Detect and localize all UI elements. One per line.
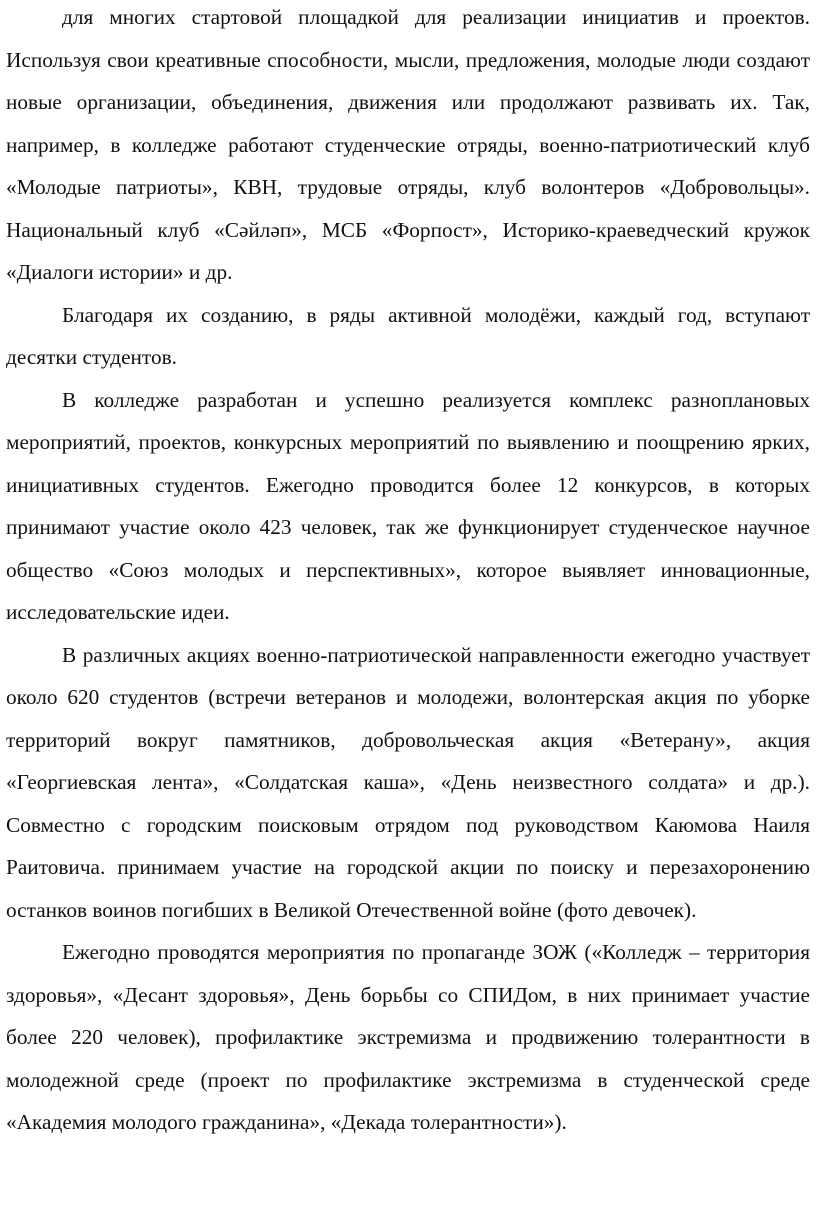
paragraph-patriotic-actions: В различных акциях военно-патриотической направленности ежегодно участвует около 620 студентов (встречи ветеранов и молодежи, волонтерская акция по уборке территорий вокруг памятников, добровольческая акция «Ветерану», акция «Георгиевская лента», «Солдатская каша», «День неизвестного солдата» и др.). Совместно с городским поисковым отрядом под руководством Каюмова Наиля Раитовича. принимаем участие на городской акции по поиску и перезахоронению останков воинов погибших в Великой Отечественной войне (фото девочек). <box>6 642 810 922</box>
paragraph-youth-growth: Благодаря их созданию, в ряды активной молодёжи, каждый год, вступают десятки студентов. <box>6 302 810 369</box>
paragraph-student-initiatives: для многих стартовой площадкой для реализации инициатив и проектов. Используя свои креативные способности, мысли, предложения, молодые люди создают новые организации, объединения, движения или продолжают развивать их. Так, например, в колледже работают студенческие отряды, военно-патриотический клуб «Молодые патриоты», КВН, трудовые отряды, клуб волонтеров «Добровольцы». Национальный клуб «Сәйләп», МСБ «Форпост», Историко-краеведческий кружок «Диалоги истории» и др. <box>6 5 810 284</box>
paragraph-college-programs: В колледже разработан и успешно реализуется комплекс разноплановых мероприятий, проектов, конкурсных мероприятий по выявлению и поощрению ярких, инициативных студентов. Ежегодно проводится более 12 конкурсов, в которых принимают участие около 423 человек, так же функционирует студенческое научное общество «Союз молодых и перспективных», которое выявляет инновационные, исследовательские идеи. <box>6 387 810 624</box>
paragraph-healthy-lifestyle: Ежегодно проводятся мероприятия по пропаганде ЗОЖ («Колледж – территория здоровья», «Десант здоровья», День борьбы со СПИДом, в них принимает участие более 220 человек), профилактике экстремизма и продвижению толерантности в молодежной среде (проект по профилактике экстремизма в студенческой среде «Академия молодого гражданина», «Декада толерантности»). <box>6 940 810 1134</box>
